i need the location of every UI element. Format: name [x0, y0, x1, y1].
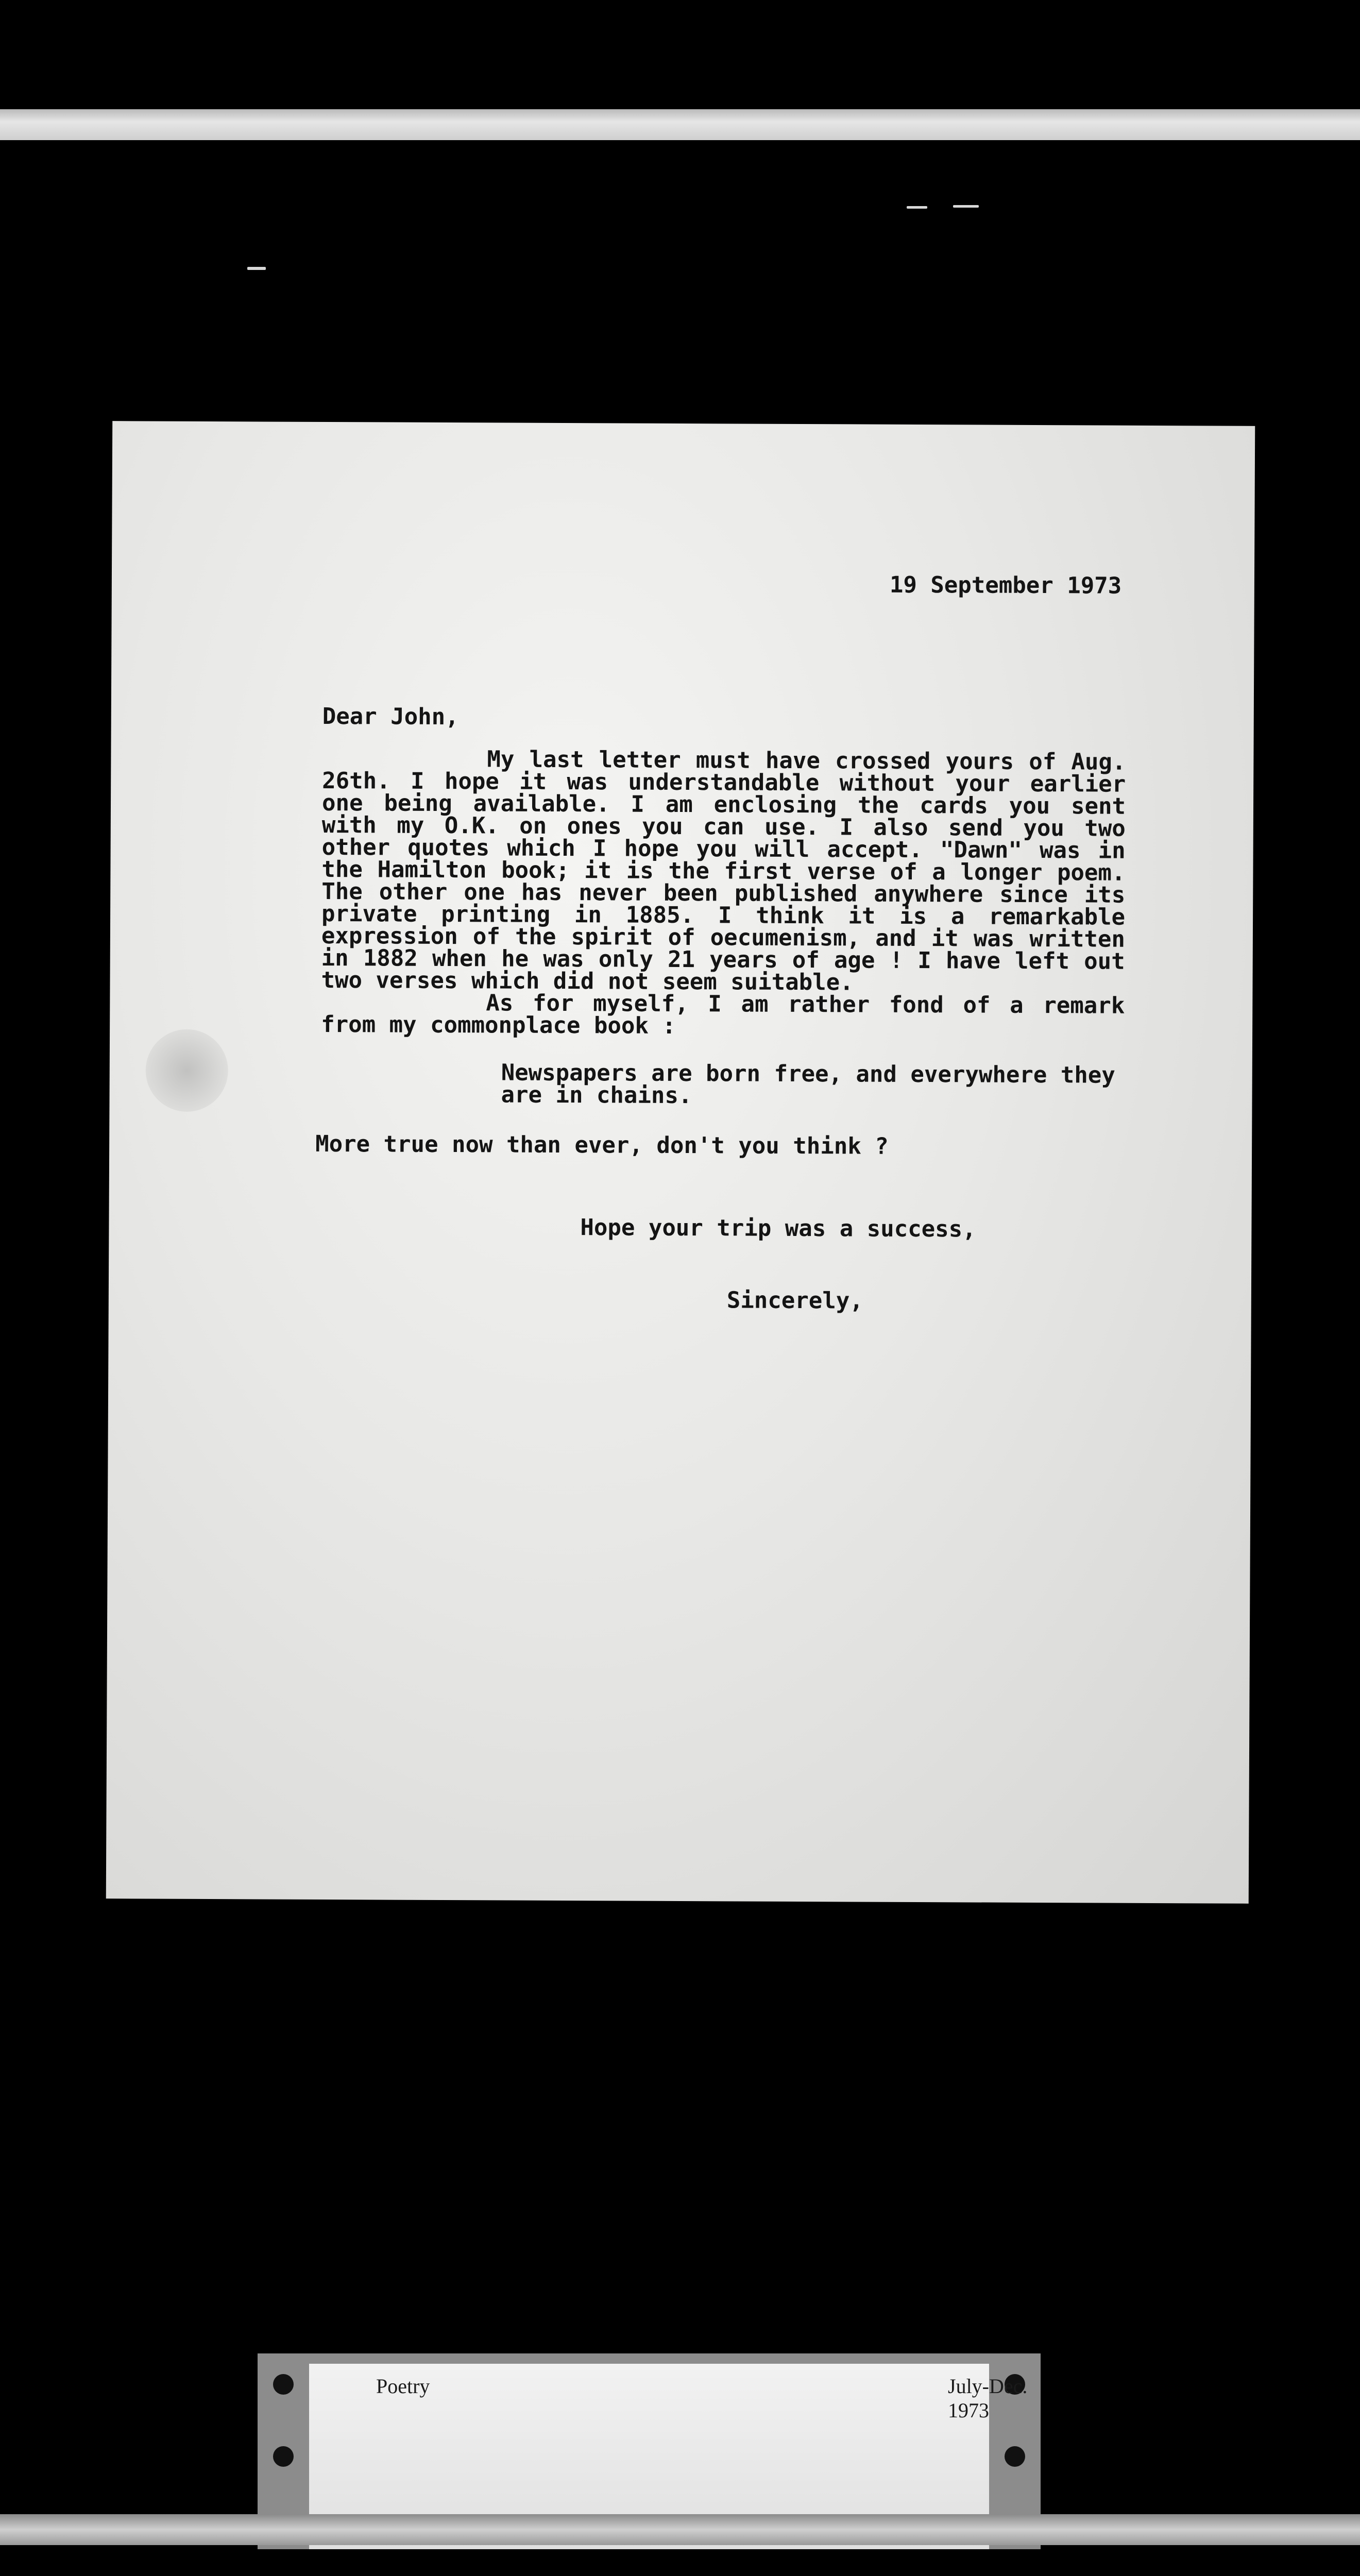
body-paragraph: My last letter must have crossed yours of Aug. 26th. I hope it was understandable without your earlier one being available. I am enclosing the cards you sent with my O.K. on ones you can use. I also send you two other quotes which I hope you will accept. "Dawn" was in the Hamilton book; it is the first verse of a longer poem. The other one has never been published anywhere since its private printing in 1885. I think it is a remarkable expression of the spirit of oecumenism, and it was written in 1882 when he was only 21 years of age ! I have left out two verses which did not seem suitable.: [321, 746, 1126, 996]
film-edge-bottom: [0, 2514, 1360, 2545]
hope-line: Hope your trip was a success,: [580, 1214, 976, 1243]
letter-body: [321, 748, 1126, 1039]
closing-remark: More true now than ever, don't you think ?: [315, 1130, 889, 1160]
body-paragraph: As for myself, I am rather fond of a remark from my commonplace book :: [321, 990, 1125, 1039]
film-edge-top: [0, 109, 1360, 140]
commonplace-quote: Newspapers are born free, and everywhere they are in chains.: [501, 1059, 1115, 1109]
punch-hole: [273, 2374, 294, 2395]
card-date-range: July-Dec. 1973: [948, 2375, 1028, 2422]
film-speck: [907, 206, 927, 209]
film-speck: [953, 205, 979, 208]
letter-date: 19 September 1973: [889, 571, 1122, 599]
letter-page: [106, 421, 1255, 1904]
card-subject: Poetry: [376, 2375, 430, 2398]
punch-hole: [1005, 2446, 1025, 2467]
letter-salutation: Dear John,: [322, 703, 459, 731]
sign-off: Sincerely,: [726, 1287, 863, 1314]
page-smudge: [145, 1029, 228, 1112]
film-speck: [247, 267, 266, 270]
punch-hole: [273, 2446, 294, 2467]
